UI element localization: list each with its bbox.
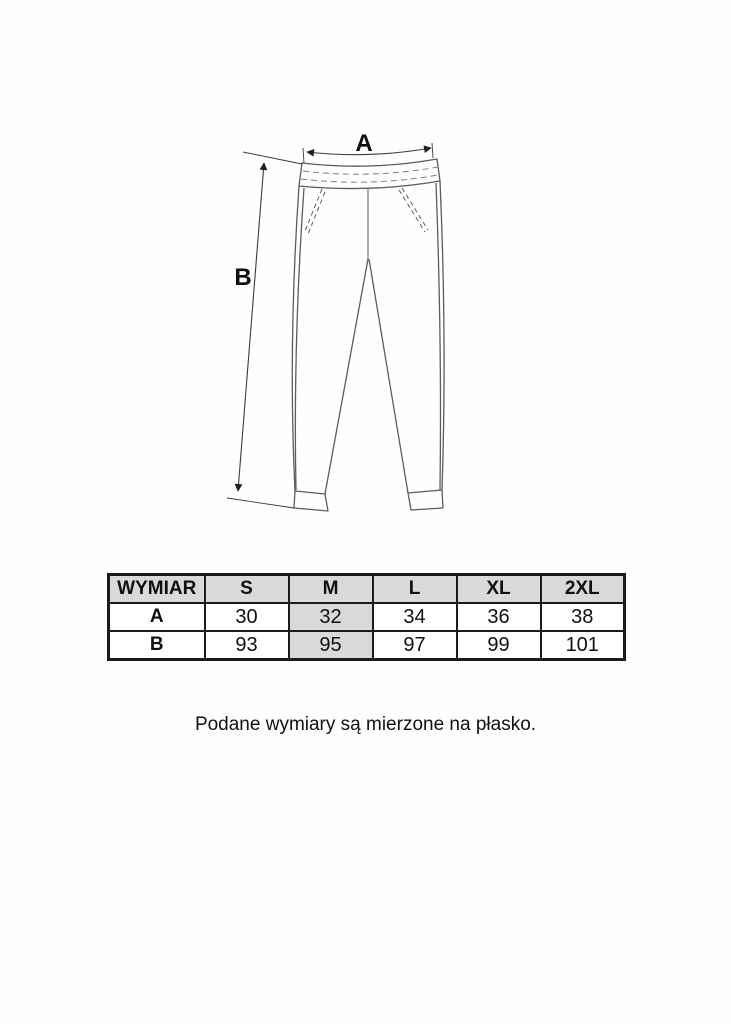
row-b-label: B (109, 631, 205, 660)
b-extension-top (243, 152, 302, 164)
value-a-2xl: 38 (541, 603, 625, 631)
left-pocket-line (305, 189, 325, 234)
right-leg-outer-seam (436, 181, 444, 490)
right-pocket-line (399, 188, 428, 232)
value-b-l: 97 (373, 631, 457, 660)
header-size-m: M (289, 575, 373, 604)
left-leg-inner-seam (325, 259, 368, 494)
value-b-s: 93 (205, 631, 289, 660)
header-size-l: L (373, 575, 457, 604)
b-extension-bottom (227, 498, 294, 508)
value-b-xl: 99 (457, 631, 541, 660)
waistband (299, 159, 440, 189)
header-size-s: S (205, 575, 289, 604)
value-a-l: 34 (373, 603, 457, 631)
value-a-s: 30 (205, 603, 289, 631)
left-cuff (294, 491, 328, 511)
left-leg-outer-seam (292, 186, 304, 491)
value-a-xl: 36 (457, 603, 541, 631)
header-size-2xl: 2XL (541, 575, 625, 604)
measurement-note: Podane wymiary są mierzone na płasko. (194, 714, 537, 735)
table-row-b (109, 631, 625, 660)
header-size-xl: XL (457, 575, 541, 604)
value-a-m: 32 (289, 603, 373, 631)
table-row-a (109, 603, 625, 631)
right-cuff (408, 490, 443, 510)
value-b-m: 95 (289, 631, 373, 660)
value-b-2xl: 101 (541, 631, 625, 660)
measurement-a (303, 130, 433, 163)
row-a-label: A (109, 603, 205, 631)
right-leg-inner-seam (369, 259, 408, 493)
measurement-b-label: B (234, 264, 252, 291)
measurement-a-label: A (355, 130, 373, 157)
waistband-stitch-lines (301, 167, 438, 182)
measurement-b (227, 152, 302, 508)
b-arrow (238, 163, 264, 491)
header-wymiar: WYMIAR (109, 575, 205, 604)
size-table-header-row (109, 575, 625, 604)
pants-outline (292, 159, 444, 511)
size-table (107, 573, 626, 661)
